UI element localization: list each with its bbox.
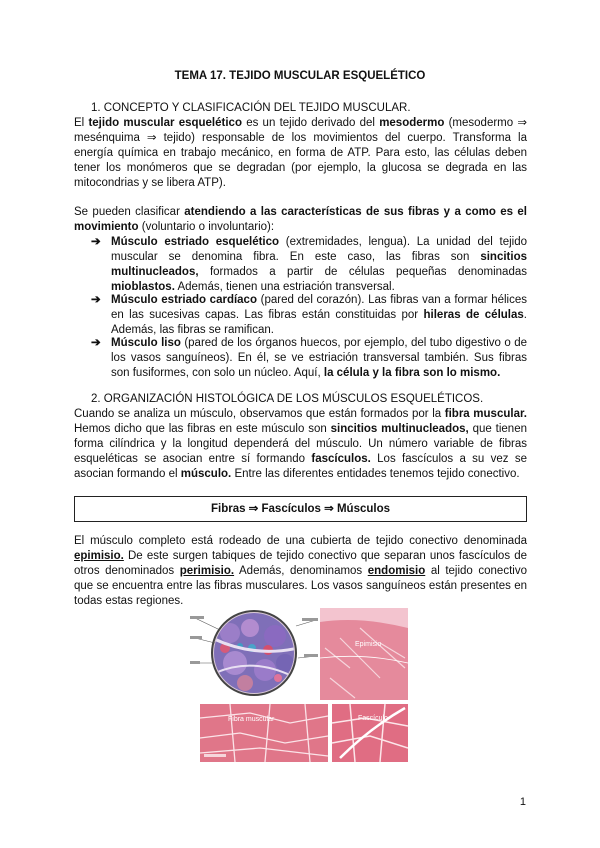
bold-term: Músculo estriado cardíaco <box>111 294 257 306</box>
text-run: Se pueden clasificar <box>74 206 185 218</box>
text-run: Además, tienen una estriación transversal. <box>174 281 395 293</box>
text-run: Cuando se analiza un músculo, observamos que están formados por la <box>74 408 445 420</box>
text-run: El <box>74 117 89 129</box>
text-run: Entre las diferentes entidades tenemos tejido conectivo. <box>231 468 520 480</box>
bold-term: fibra muscular. <box>444 408 527 420</box>
text-run: El músculo completo está rodeado de una cubierta de tejido conectivo denominada <box>74 535 527 547</box>
bold-term: mesodermo <box>379 117 445 129</box>
bold-term: sincitios multinucleados, <box>330 423 469 435</box>
bold-term: tejido muscular esquelético <box>88 117 242 129</box>
section-2-paragraph-2 <box>74 534 527 609</box>
section-1-paragraph-1 <box>74 116 527 191</box>
epimisio-label: Epimisio <box>355 641 382 648</box>
bold-term: epimisio. <box>74 550 124 562</box>
epimisio-micrograph <box>320 608 408 700</box>
bold-term: Músculo liso <box>111 337 181 349</box>
text-run: Además, denominamos <box>234 565 368 577</box>
bold-term: atendiendo a las características de sus fibras y a como es el movimiento <box>74 206 527 233</box>
arrow-icon: ➔ <box>91 236 101 248</box>
section-1-paragraph-2 <box>74 205 527 235</box>
text-run: (extremidades, lengua). La unidad del tejido muscular se denomina fibra. En este caso, las fibras son <box>111 236 527 263</box>
bold-term: hileras de células <box>423 309 524 321</box>
text-run: al tejido conectivo que se encuentra entre las fibras musculares. Los vasos sanguíneos están presentes en todas estas regiones. <box>74 565 527 607</box>
section-2-paragraph-1 <box>74 407 527 482</box>
text-run: (pared del corazón). Las fibras van a formar hélices en las sucesivas capas. Las fibras están constituidas por <box>111 294 527 321</box>
text-run: (pared de los órganos huecos, por ejemplo, del tubo digestivo o de los vasos sanguíneos). En él, se ve estriación transversal también. Sus fibras son fusiformes, con solo un núcleo. Aquí, <box>111 337 527 379</box>
list-item-skeletal <box>91 235 527 295</box>
bold-term: Músculo estriado esquelético <box>111 236 280 248</box>
bold-term: fascículos. <box>311 453 371 465</box>
text-run: formados a partir de células pequeñas denominadas <box>198 266 527 278</box>
fibra-muscular-micrograph <box>200 704 328 762</box>
arrow-icon: ➔ <box>91 337 101 349</box>
text-run: Hemos dicho que las fibras en este músculo son <box>74 423 331 435</box>
document-title: TEMA 17. TEJIDO MUSCULAR ESQUELÉTICO <box>174 70 426 82</box>
list-item-cardiac <box>91 293 527 338</box>
hierarchy-box: Fibras ⇒ Fascículos ⇒ Músculos <box>74 496 527 522</box>
text-run: Los fascículos a su vez se asocian formando el <box>74 453 527 480</box>
fasciculo-micrograph <box>332 704 408 762</box>
text-run: De este surgen tabiques de tejido conectivo que separan unos fascículos de otros denominados <box>74 550 527 577</box>
bold-term: sincitios multinucleados, <box>111 251 527 278</box>
page-number: 1 <box>519 796 526 808</box>
section-2-heading: 2. ORGANIZACIÓN HISTOLÓGICA DE LOS MÚSCULOS ESQUELÉTICOS. <box>91 393 484 405</box>
text-run: que tienen forma cilíndrica y la longitud dependerá del músculo. Un número variable de fibras esqueléticas se asocian entre sí formando <box>74 423 527 465</box>
text-run: es un tejido derivado del <box>241 117 380 129</box>
list-item-smooth <box>91 336 527 381</box>
bold-term: la célula y la fibra son lo mismo. <box>323 367 501 379</box>
text-run: (mesodermo ⇒ mesénquima ⇒ tejido) responsable de los movimientos del cuerpo. Transforma la energía química en trabajo mecánico, en forma de ATP. Para esto, las células deben tener los monómeros que se degradan (por ejemplo, la glucosa se degrada en las mitocondrias y se libera ATP). <box>74 117 527 189</box>
arrow-icon: ➔ <box>91 294 101 306</box>
histology-figure <box>190 608 408 762</box>
bold-term: perimisio. <box>179 565 235 577</box>
fibra-muscular-label: Fibra muscular <box>228 716 275 723</box>
section-1-heading: 1. CONCEPTO Y CLASIFICACIÓN DEL TEJIDO MUSCULAR. <box>91 102 411 114</box>
bold-term: endomisio <box>367 565 426 577</box>
text-run: . Además, las fibras se ramifican. <box>111 309 527 336</box>
text-run: (voluntario o involuntario): <box>138 221 275 233</box>
fasciculo-label: Fascículo <box>358 715 388 722</box>
bold-term: músculo. <box>180 468 232 480</box>
bold-term: mioblastos. <box>111 281 175 293</box>
